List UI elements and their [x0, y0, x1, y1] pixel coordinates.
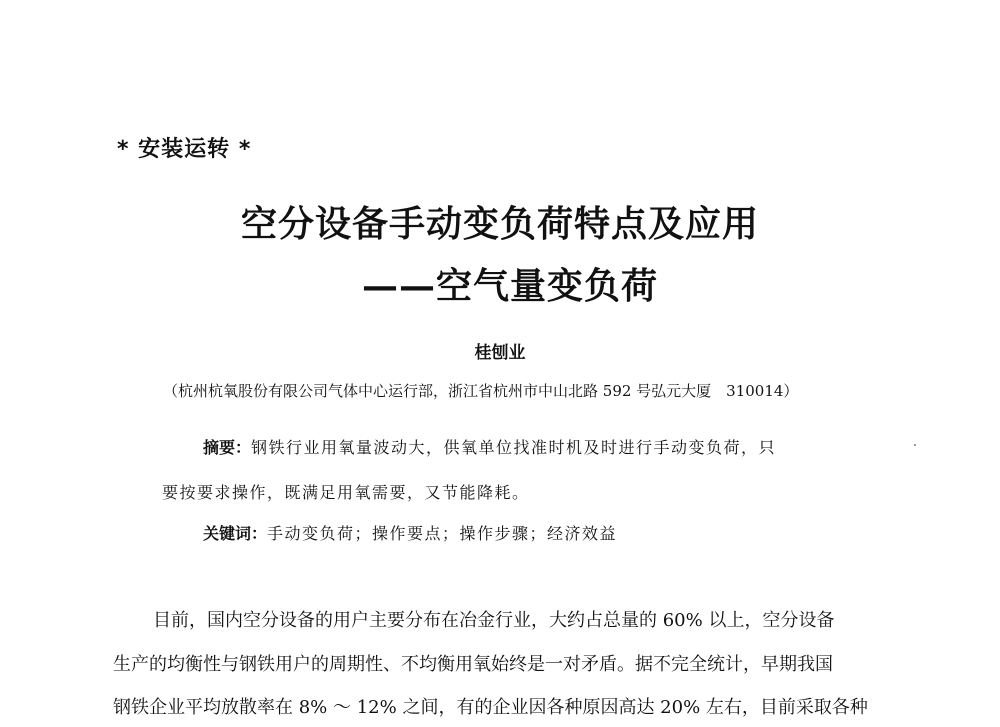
scan-speck — [914, 444, 916, 446]
author-affiliation: （杭州杭氧股份有限公司气体中心运行部，浙江省杭州市中山北路 592 号弘元大厦 310014） — [163, 382, 799, 400]
author-name: 桂刨业 — [474, 343, 526, 363]
body-text-line: 生产的均衡性与钢铁用户的周期性、不均衡用氧始终是一对矛盾。据不完全统计，早期我国 — [113, 654, 833, 675]
section-tag: * 安装运转 * — [117, 137, 252, 162]
keywords-label: 关键词： — [203, 524, 268, 543]
body-text-line: 目前，国内空分设备的用户主要分布在冶金行业，大约占总量的 60% 以上，空分设备 — [153, 610, 835, 631]
body-text-line: 钢铁企业平均放散率在 8% ～ 12% 之间，有的企业因各种原因高达 20% 左右，目前采取各种 — [113, 697, 868, 718]
abstract-label: 摘要： — [203, 438, 252, 457]
keywords-line — [203, 521, 617, 544]
paper-subtitle: ——空气量变负荷 — [361, 265, 658, 307]
paper-title: 空分设备手动变负荷特点及应用 — [240, 203, 759, 245]
abstract-text-1: 钢铁行业用氧量波动大，供氧单位找准时机及时进行手动变负荷，只 — [251, 438, 777, 457]
abstract-line-1 — [203, 435, 776, 458]
abstract-line-2: 要按要求操作，既满足用氧需要，又节能降耗。 — [162, 483, 530, 502]
keywords-text: 手动变负荷；操作要点；操作步骤；经济效益 — [267, 524, 618, 543]
